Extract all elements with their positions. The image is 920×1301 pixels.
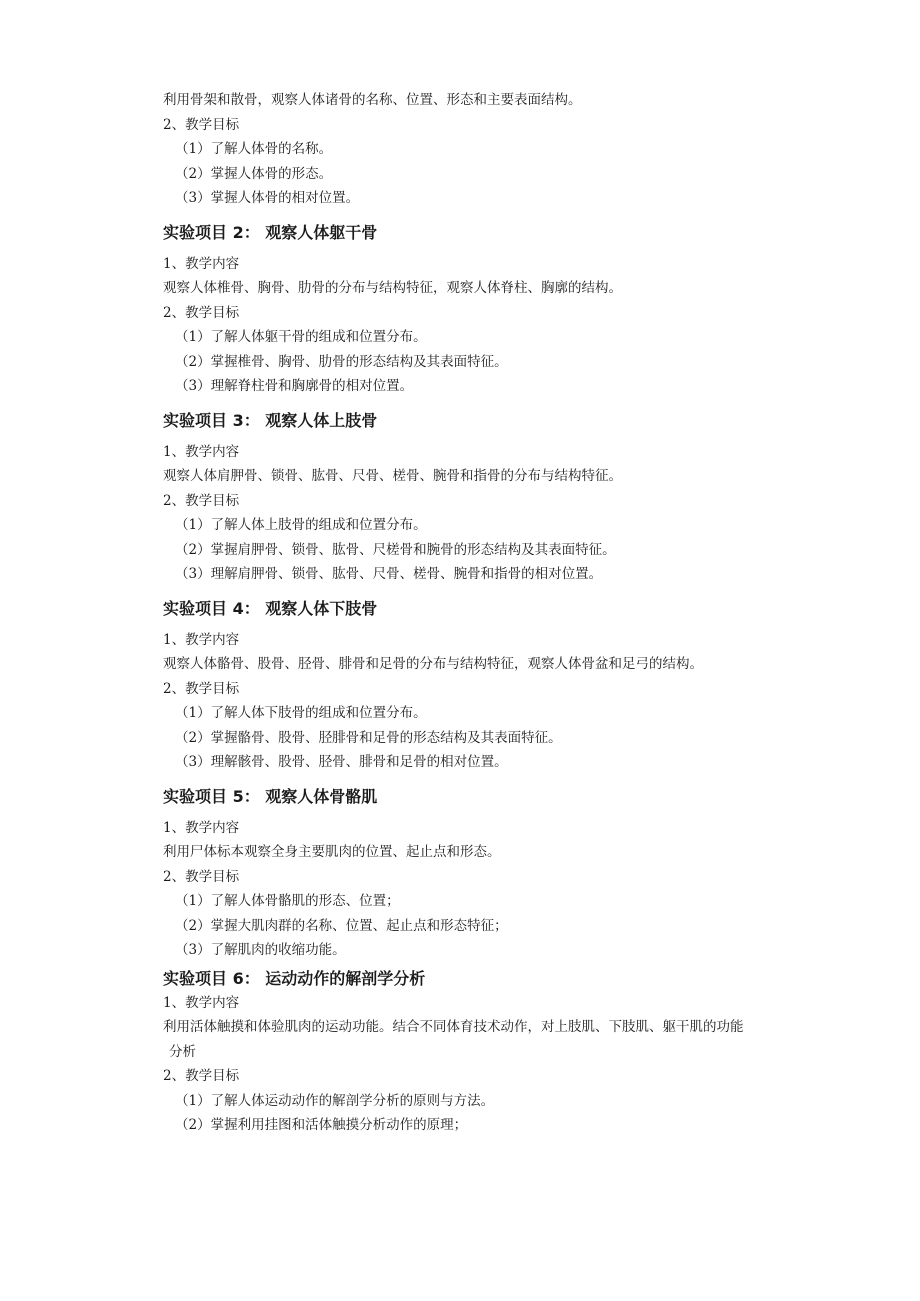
goal-item: （2）掌握肩胛骨、锁骨、肱骨、尺槎骨和腕骨的形态结构及其表面特征。 [175,541,616,558]
goal-item: （2）掌握椎骨、胸骨、肋骨的形态结构及其表面特征。 [175,353,508,370]
section-title-project-2: 实验项目 2： 观察人体躯干骨 [163,222,378,242]
goal-label: 2、教学目标 [163,680,240,697]
intro-goal-2: （2）掌握人体骨的形态。 [175,165,333,182]
content-label: 1、教学内容 [163,255,240,272]
goal-label: 2、教学目标 [163,1068,240,1084]
goal-label: 2、教学目标 [163,304,240,321]
content-text-line-2: 分析 [169,1043,196,1060]
content-label: 1、教学内容 [163,631,240,648]
content-label: 1、教学内容 [163,819,240,836]
intro-content: 利用骨架和散骨，观察人体诸骨的名称、位置、形态和主要表面结构。 [163,92,582,108]
goal-item: （1）了解人体运动动作的解剖学分析的原则与方法。 [175,1092,495,1109]
content-label: 1、教学内容 [163,994,240,1011]
content-text: 观察人体骼骨、股骨、胫骨、腓骨和足骨的分布与结构特征，观察人体骨盆和足弓的结构。 [163,656,703,672]
document-page [163,88,843,1138]
goal-label: 2、教学目标 [163,868,240,885]
content-text: 利用尸体标本观察全身主要肌肉的位置、起止点和形态。 [163,844,501,860]
section-title-project-6: 实验项目 6： 运动动作的解剖学分析 [163,968,426,988]
section-title-project-4: 实验项目 4： 观察人体下肢骨 [163,598,378,618]
content-text: 观察人体椎骨、胸骨、肋骨的分布与结构特征，观察人体脊柱、胸廓的结构。 [163,280,622,296]
goal-item: （2）掌握大肌肉群的名称、位置、起止点和形态特征； [175,917,508,934]
goal-item: （3）理解脊柱骨和胸廓骨的相对位置。 [175,378,414,394]
goal-label: 2、教学目标 [163,492,240,509]
content-text-line-1: 利用活体触摸和体验肌肉的运动功能。结合不同体育技术动作，对上肢肌、下肢肌、躯干肌的功能 [163,1019,744,1035]
goal-item: （1）了解人体下肢骨的组成和位置分布。 [175,705,427,721]
goal-item: （2）掌握骼骨、股骨、胫腓骨和足骨的形态结构及其表面特征。 [175,729,562,746]
section-title-project-3: 实验项目 3： 观察人体上肢骨 [163,410,378,430]
section-title-project-5: 实验项目 5： 观察人体骨骼肌 [163,786,378,806]
goal-item: （2）掌握利用挂图和活体触摸分析动作的原理； [175,1117,468,1133]
goal-item: （1）了解人体上肢骨的组成和位置分布。 [175,517,427,533]
content-label: 1、教学内容 [163,443,240,460]
content-text: 观察人体肩胛骨、锁骨、肱骨、尺骨、槎骨、腕骨和指骨的分布与结构特征。 [163,468,622,484]
goal-item: （3）了解肌肉的收缩功能。 [175,942,346,958]
goal-item: （3）理解肩胛骨、锁骨、肱骨、尺骨、槎骨、腕骨和指骨的相对位置。 [175,566,603,582]
intro-goal-label: 2、教学目标 [163,116,240,133]
goal-item: （1）了解人体躯干骨的组成和位置分布。 [175,329,427,345]
intro-goal-1: （1）了解人体骨的名称。 [175,141,333,157]
goal-item: （3）理解骸骨、股骨、胫骨、腓骨和足骨的相对位置。 [175,754,508,770]
intro-goal-3: （3）掌握人体骨的相对位置。 [175,190,360,206]
goal-item: （1）了解人体骨骼肌的形态、位置； [175,893,400,909]
